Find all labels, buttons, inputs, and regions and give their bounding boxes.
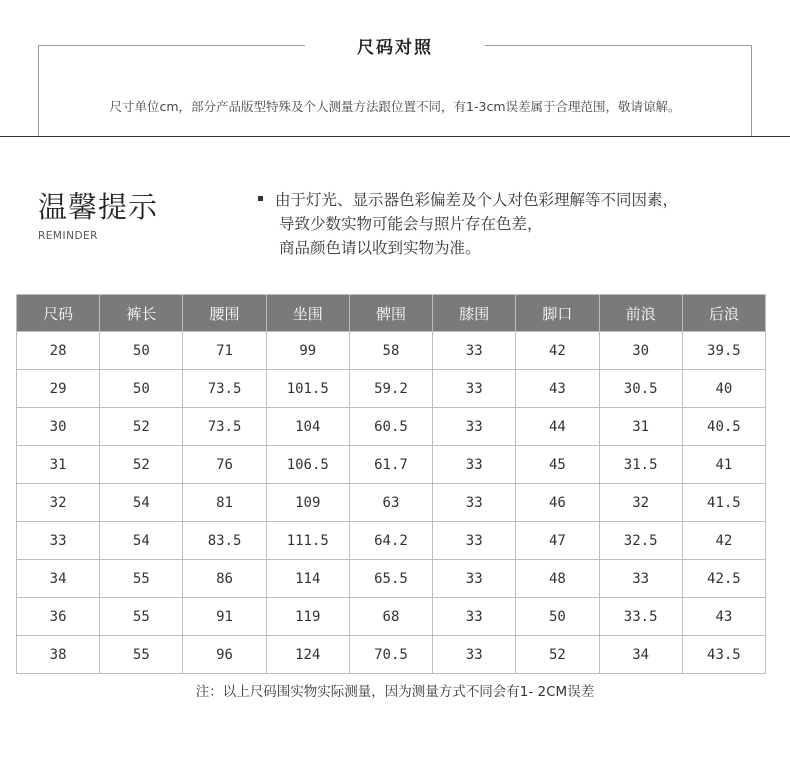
- reminder-text: [258, 188, 678, 260]
- table-cell: 64.2: [349, 522, 432, 560]
- table-row: [17, 598, 766, 636]
- table-cell: 71: [183, 332, 266, 370]
- table-cell: 41.5: [682, 484, 765, 522]
- table-cell: 43: [682, 598, 765, 636]
- table-cell: 58: [349, 332, 432, 370]
- size-guide-box: [38, 38, 752, 137]
- table-cell: 48: [516, 560, 599, 598]
- table-cell: 41: [682, 446, 765, 484]
- table-cell: 31.5: [599, 446, 682, 484]
- table-cell: 43.5: [682, 636, 765, 674]
- table-cell: 38: [17, 636, 100, 674]
- table-cell: 32.5: [599, 522, 682, 560]
- col-header: 脚口: [516, 295, 599, 332]
- table-cell: 46: [516, 484, 599, 522]
- table-header-row: [17, 295, 766, 332]
- table-row: [17, 332, 766, 370]
- table-cell: 33: [17, 522, 100, 560]
- table-cell: 104: [266, 408, 349, 446]
- table-cell: 33: [599, 560, 682, 598]
- table-row: [17, 484, 766, 522]
- table-cell: 54: [100, 484, 183, 522]
- col-header: 坐围: [266, 295, 349, 332]
- table-cell: 42: [682, 522, 765, 560]
- col-header: 腰围: [183, 295, 266, 332]
- table-row: [17, 636, 766, 674]
- col-header: 前浪: [599, 295, 682, 332]
- table-cell: 61.7: [349, 446, 432, 484]
- table-cell: 30.5: [599, 370, 682, 408]
- table-cell: 52: [516, 636, 599, 674]
- table-cell: 73.5: [183, 408, 266, 446]
- table-cell: 65.5: [349, 560, 432, 598]
- table-row: [17, 370, 766, 408]
- table-cell: 33: [433, 332, 516, 370]
- table-cell: 31: [599, 408, 682, 446]
- table-cell: 119: [266, 598, 349, 636]
- table-cell: 33: [433, 408, 516, 446]
- col-header: 裤长: [100, 295, 183, 332]
- table-cell: 33: [433, 446, 516, 484]
- table-cell: 44: [516, 408, 599, 446]
- reminder-subtitle: REMINDER: [38, 230, 98, 242]
- table-cell: 63: [349, 484, 432, 522]
- table-cell: 50: [516, 598, 599, 636]
- table-cell: 29: [17, 370, 100, 408]
- table-cell: 32: [17, 484, 100, 522]
- reminder-title: 温馨提示: [38, 190, 159, 224]
- table-cell: 55: [100, 598, 183, 636]
- table-cell: 30: [599, 332, 682, 370]
- table-cell: 83.5: [183, 522, 266, 560]
- table-cell: 43: [516, 370, 599, 408]
- table-cell: 33: [433, 484, 516, 522]
- table-cell: 33: [433, 636, 516, 674]
- table-cell: 32: [599, 484, 682, 522]
- table-cell: 54: [100, 522, 183, 560]
- table-cell: 50: [100, 332, 183, 370]
- section-divider: [0, 136, 790, 137]
- table-cell: 68: [349, 598, 432, 636]
- table-cell: 40.5: [682, 408, 765, 446]
- table-cell: 34: [17, 560, 100, 598]
- table-cell: 28: [17, 332, 100, 370]
- table-body: [17, 332, 766, 674]
- table-cell: 73.5: [183, 370, 266, 408]
- table-cell: 34: [599, 636, 682, 674]
- table-cell: 55: [100, 636, 183, 674]
- table-cell: 52: [100, 408, 183, 446]
- table-cell: 42.5: [682, 560, 765, 598]
- table-cell: 60.5: [349, 408, 432, 446]
- table-cell: 76: [183, 446, 266, 484]
- table-cell: 33: [433, 370, 516, 408]
- table-cell: 101.5: [266, 370, 349, 408]
- col-header: 髀围: [349, 295, 432, 332]
- table-cell: 91: [183, 598, 266, 636]
- table-cell: 99: [266, 332, 349, 370]
- table-cell: 59.2: [349, 370, 432, 408]
- table-cell: 30: [17, 408, 100, 446]
- table-cell: 33: [433, 598, 516, 636]
- table-cell: 81: [183, 484, 266, 522]
- table-cell: 47: [516, 522, 599, 560]
- table-row: [17, 446, 766, 484]
- table-cell: 96: [183, 636, 266, 674]
- col-header: 后浪: [682, 295, 765, 332]
- reminder-line-3: 商品颜色请以收到实物为准。: [279, 239, 481, 257]
- col-header: 尺码: [17, 295, 100, 332]
- col-header: 膝围: [433, 295, 516, 332]
- table-cell: 111.5: [266, 522, 349, 560]
- table-cell: 114: [266, 560, 349, 598]
- table-cell: 33.5: [599, 598, 682, 636]
- table-cell: 39.5: [682, 332, 765, 370]
- bullet-icon: [258, 196, 263, 201]
- table-cell: 31: [17, 446, 100, 484]
- table-row: [17, 522, 766, 560]
- table-cell: 109: [266, 484, 349, 522]
- reminder-line-1: 由于灯光、显示器色彩偏差及个人对色彩理解等不同因素，: [258, 188, 678, 212]
- table-cell: 70.5: [349, 636, 432, 674]
- table-cell: 50: [100, 370, 183, 408]
- table-cell: 36: [17, 598, 100, 636]
- table-cell: 42: [516, 332, 599, 370]
- table-cell: 55: [100, 560, 183, 598]
- table-cell: 124: [266, 636, 349, 674]
- table-row: [17, 560, 766, 598]
- size-guide-title: 尺码对照: [357, 38, 433, 58]
- reminder-line-2: 导致少数实物可能会与照片存在色差，: [279, 215, 543, 233]
- table-cell: 52: [100, 446, 183, 484]
- table-cell: 33: [433, 522, 516, 560]
- size-table: [16, 294, 766, 674]
- table-cell: 86: [183, 560, 266, 598]
- table-cell: 106.5: [266, 446, 349, 484]
- table-cell: 45: [516, 446, 599, 484]
- table-row: [17, 408, 766, 446]
- footnote: 注：以上尺码围实物实际测量，因为测量方式不同会有1- 2CM误差: [195, 684, 595, 700]
- table-cell: 40: [682, 370, 765, 408]
- size-guide-note: 尺寸单位cm，部分产品版型特殊及个人测量方法跟位置不同，有1-3cm误差属于合理范围，敬请谅解。: [109, 99, 681, 114]
- table-cell: 33: [433, 560, 516, 598]
